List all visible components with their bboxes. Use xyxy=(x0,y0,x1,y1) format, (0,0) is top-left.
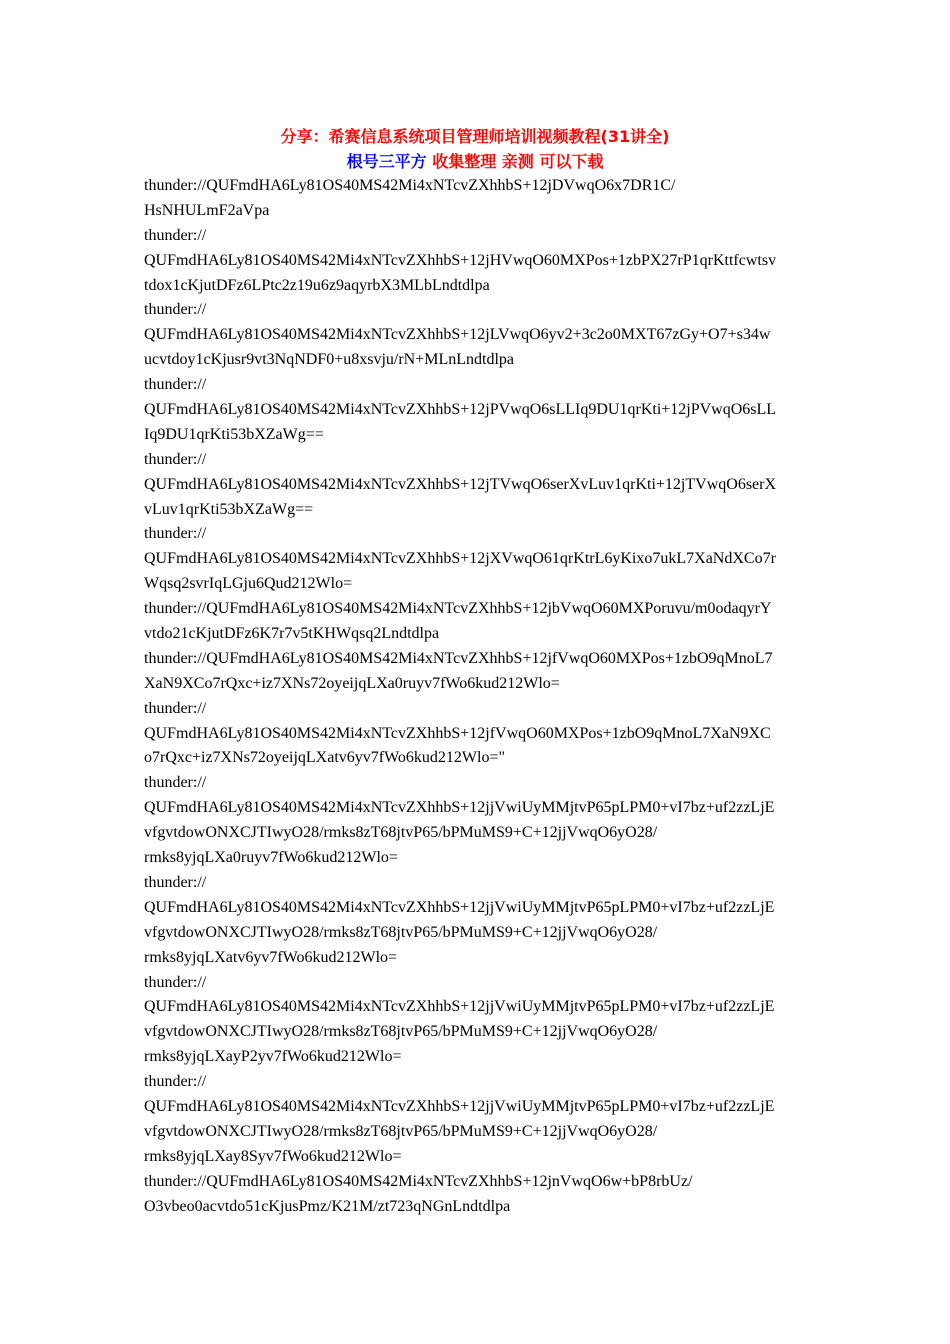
link-text-line: thunder:// xyxy=(144,301,207,319)
link-text-line: QUFmdHA6Ly81OS40MS42Mi4xNTcvZXhhbS+12jjVwiUyMMjtvP65pLPM0+vI7bz+uf2zzLjE xyxy=(144,1097,775,1115)
link-text-line: thunder:// xyxy=(144,376,207,394)
link-text-line: rmks8yjqLXay8Syv7fWo6kud212Wlo= xyxy=(144,1147,402,1165)
link-text-line: rmks8yjqLXatv6yv7fWo6kud212Wlo= xyxy=(144,948,398,966)
link-text-line: thunder:// xyxy=(144,226,207,244)
link-text-line: rmks8yjqLXa0ruyv7fWo6kud212Wlo= xyxy=(144,849,398,867)
link-text-line: vfgvtdowONXCJTIwyO28/rmks8zT68jtvP65/bPMuMS9+C+12jjVwqO6yO28/ xyxy=(144,923,658,941)
link-text-line: QUFmdHA6Ly81OS40MS42Mi4xNTcvZXhhbS+12jjVwiUyMMjtvP65pLPM0+vI7bz+uf2zzLjE xyxy=(144,898,775,916)
link-text-line: QUFmdHA6Ly81OS40MS42Mi4xNTcvZXhhbS+12jPVwqO6sLLIq9DU1qrKti+12jPVwqO6sLL xyxy=(144,401,777,419)
link-text-line: QUFmdHA6Ly81OS40MS42Mi4xNTcvZXhhbS+12jTVwqO6serXvLuv1qrKti+12jTVwqO6serX xyxy=(144,475,777,493)
link-text-line: QUFmdHA6Ly81OS40MS42Mi4xNTcvZXhhbS+12jLVwqO6yv2+3c2o0MXT67zGy+O7+s34w xyxy=(144,326,771,344)
link-text-line: thunder:// xyxy=(144,450,207,468)
link-text-line: vtdo21cKjutDFz6K7r7v5tKHWqsq2Lndtdlpa xyxy=(144,625,440,643)
link-text-line: vfgvtdowONXCJTIwyO28/rmks8zT68jtvP65/bPMuMS9+C+12jjVwqO6yO28/ xyxy=(144,1122,658,1140)
document-title: 分享：希赛信息系统项目管理师培训视频教程(31讲全) xyxy=(280,127,670,146)
link-list xyxy=(144,174,814,1219)
link-text-line: Wqsq2svrIqLGju6Qud212Wlo= xyxy=(144,575,353,593)
link-text-line: vLuv1qrKti53bXZaWg== xyxy=(144,500,314,518)
link-text-line: thunder://QUFmdHA6Ly81OS40MS42Mi4xNTcvZXhhbS+12jfVwqO60MXPos+1zbO9qMnoL7 xyxy=(144,649,773,667)
link-text-line: QUFmdHA6Ly81OS40MS42Mi4xNTcvZXhhbS+12jfVwqO60MXPos+1zbO9qMnoL7XaN9XC xyxy=(144,724,771,742)
subtitle-note: 收集整理 亲测 可以下载 xyxy=(426,152,604,171)
link-text-line: vfgvtdowONXCJTIwyO28/rmks8zT68jtvP65/bPMuMS9+C+12jjVwqO6yO28/ xyxy=(144,824,658,842)
subtitle-author: 根号三平方 xyxy=(346,152,427,171)
document-subtitle xyxy=(0,149,950,174)
link-text-line: thunder://QUFmdHA6Ly81OS40MS42Mi4xNTcvZXhhbS+12jbVwqO60MXPoruvu/m0odaqyrY xyxy=(144,600,772,618)
link-text-line: Iq9DU1qrKti53bXZaWg== xyxy=(144,425,324,443)
link-text-line: O3vbeo0acvtdo51cKjusPmz/K21M/zt723qNGnLndtdlpa xyxy=(144,1197,511,1215)
link-text-line: thunder:// xyxy=(144,525,207,543)
link-text-line: thunder:// xyxy=(144,873,207,891)
link-text-line: thunder:// xyxy=(144,774,207,792)
link-text-line: QUFmdHA6Ly81OS40MS42Mi4xNTcvZXhhbS+12jjVwiUyMMjtvP65pLPM0+vI7bz+uf2zzLjE xyxy=(144,998,775,1016)
link-text-line: QUFmdHA6Ly81OS40MS42Mi4xNTcvZXhhbS+12jXVwqO61qrKtrL6yKixo7ukL7XaNdXCo7r xyxy=(144,550,776,568)
link-text-line: thunder:// xyxy=(144,973,207,991)
link-text-line: thunder:// xyxy=(144,699,207,717)
link-text-line: tdox1cKjutDFz6LPtc2z19u6z9aqyrbX3MLbLndtdlpa xyxy=(144,276,490,294)
link-text-line: QUFmdHA6Ly81OS40MS42Mi4xNTcvZXhhbS+12jHVwqO60MXPos+1zbPX27rP1qrKttfcwtsv xyxy=(144,251,777,269)
link-text-line: o7rQxc+iz7XNs72oyeijqLXatv6yv7fWo6kud212Wlo=" xyxy=(144,749,506,767)
link-text-line: thunder:// xyxy=(144,1073,207,1091)
link-text-line: vfgvtdowONXCJTIwyO28/rmks8zT68jtvP65/bPMuMS9+C+12jjVwqO6yO28/ xyxy=(144,1023,658,1041)
link-text-line: thunder://QUFmdHA6Ly81OS40MS42Mi4xNTcvZXhhbS+12jDVwqO6x7DR1C/ xyxy=(144,177,676,194)
link-text-line: ucvtdoy1cKjusr9vt3NqNDF0+u8xsvju/rN+MLnLndtdlpa xyxy=(144,351,515,369)
link-text-line: thunder://QUFmdHA6Ly81OS40MS42Mi4xNTcvZXhhbS+12jnVwqO6w+bP8rbUz/ xyxy=(144,1172,693,1190)
link-text-line: HsNHULmF2aVpa xyxy=(144,201,270,219)
link-text-line: QUFmdHA6Ly81OS40MS42Mi4xNTcvZXhhbS+12jjVwiUyMMjtvP65pLPM0+vI7bz+uf2zzLjE xyxy=(144,799,775,817)
link-text-line: XaN9XCo7rQxc+iz7XNs72oyeijqLXa0ruyv7fWo6kud212Wlo= xyxy=(144,674,560,692)
link-text-line: rmks8yjqLXayP2yv7fWo6kud212Wlo= xyxy=(144,1048,402,1066)
